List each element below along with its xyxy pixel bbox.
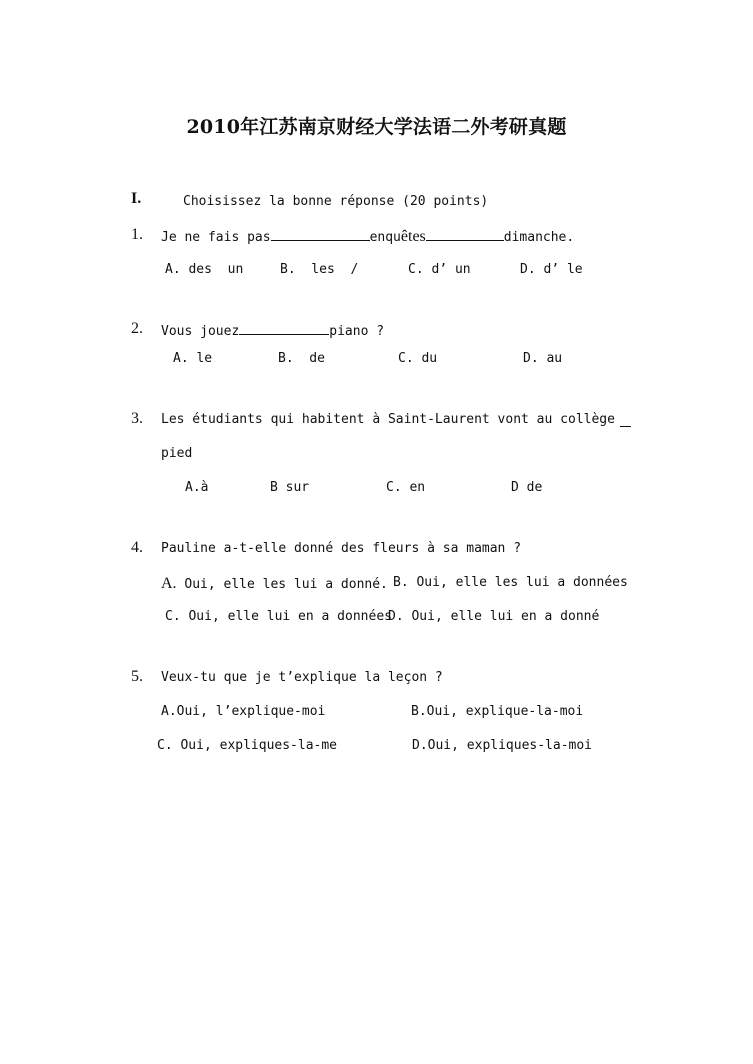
option: B. de [278,351,325,366]
option: C. en [386,480,426,495]
option: B. Oui, elle les lui a données [393,575,628,590]
option: C. Oui, expliques-la-me [157,738,338,753]
option: C. d’ un [408,262,471,277]
question-text: Veux-tu que je t’explique la leçon ? [161,670,443,685]
option: D. d’ le [520,262,583,277]
option: A. des un [165,262,244,277]
answer-blank [271,228,370,241]
option: A. le [173,351,213,366]
option: B. les / [280,262,359,277]
answer-blank [239,322,329,335]
question-text: Vous jouez piano ? [161,324,385,339]
option: A. Oui, elle les lui a donné. [161,575,388,592]
question-number: 3. [131,410,143,427]
page-title: 2010年江苏南京财经大学法语二外考研真题 [186,116,567,138]
option: D. Oui, elle lui en a donné [388,609,600,624]
question-number: 5. [131,668,143,685]
answer-blank [426,228,504,241]
option: B sur [270,480,310,495]
question-text: Pauline a-t-elle donné des fleurs à sa maman ? [161,541,522,556]
option: C. du [398,351,438,366]
question-text: Je ne fais pas enquêtes dimanche. [161,228,575,245]
option: D de [511,480,543,495]
option: D.Oui, expliques-la-moi [412,738,593,753]
option: C. Oui, elle lui en a données [165,609,392,624]
question-number: 1. [131,226,143,243]
answer-blank [620,414,631,427]
option: B.Oui, explique-la-moi [411,704,584,719]
option: A.à [185,480,209,495]
question-text-continuation: pied [161,446,193,461]
question-text: Les étudiants qui habitent à Saint-Laurent vont au collège [161,412,615,427]
section-instruction: Choisissez la bonne réponse (20 points) [183,194,489,209]
question-number: 2. [131,320,143,337]
option: A.Oui, l’explique-moi [161,704,326,719]
question-number: 4. [131,539,143,556]
option: D. au [523,351,563,366]
section-numeral: I. [131,190,142,207]
